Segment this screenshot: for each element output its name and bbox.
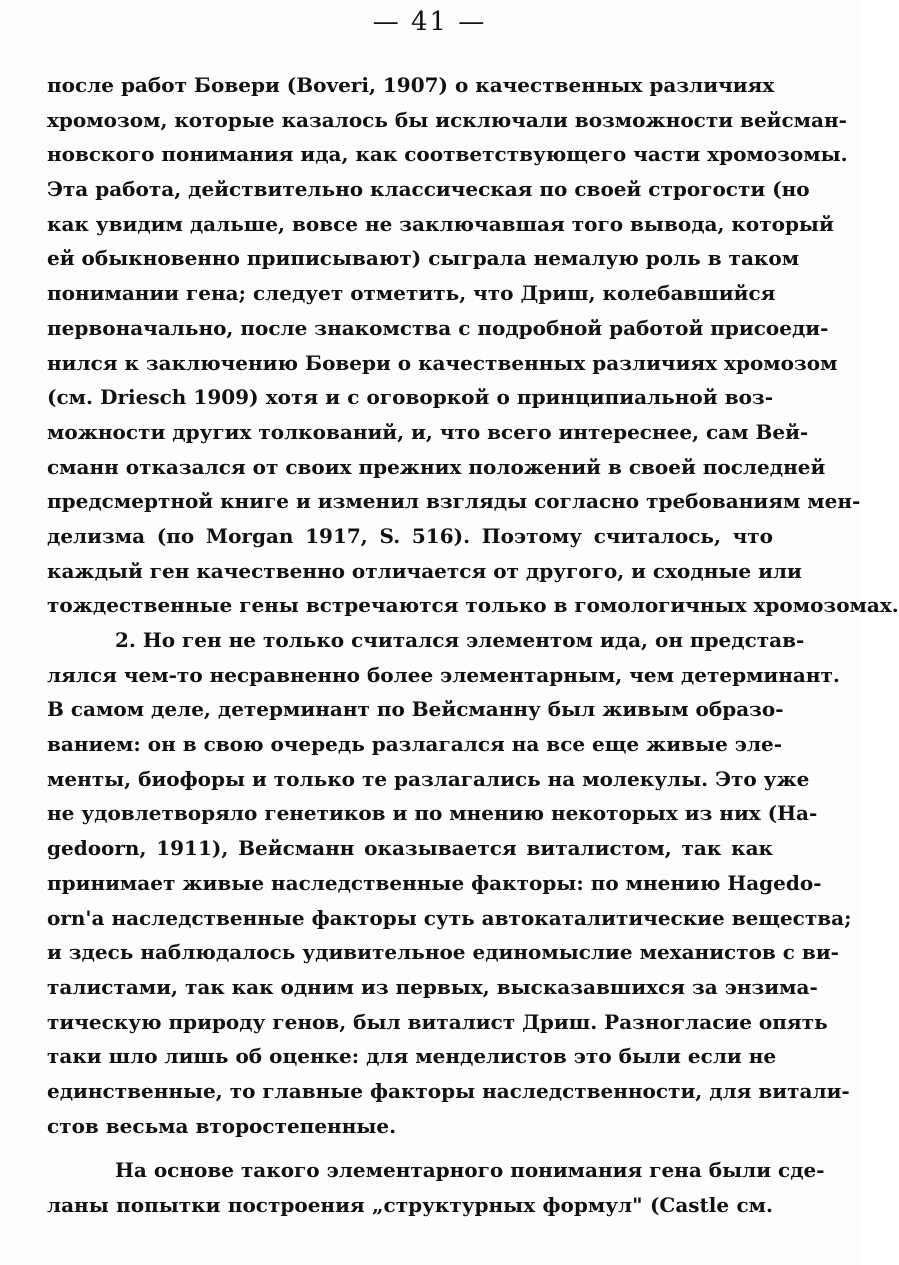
text-line: ей обыкновенно приписывают) сыграла немалую роль в таком bbox=[47, 246, 800, 271]
text-line: тическую природу генов, был виталист Дриш. Разногласие опять bbox=[47, 1009, 828, 1034]
text-line: сманн отказался от своих прежних положений в своей последней bbox=[47, 454, 826, 479]
text-line: (см. Driesch 1909) хотя и с оговоркой о принципиальной воз- bbox=[47, 385, 773, 410]
text-line: На основе такого элементарного понимания гена были сде- bbox=[115, 1158, 825, 1183]
paragraph-gap bbox=[47, 1143, 773, 1153]
text-line: ванием: он в свою очередь разлагался на все еще живые эле- bbox=[47, 732, 783, 757]
text-line: принимает живые наследственные факторы: по мнению Hagedo- bbox=[47, 870, 822, 895]
text-line: В самом деле, детерминант по Вейсманну был живым образо- bbox=[47, 697, 784, 722]
text-line: и здесь наблюдалось удивительное единомыслие механистов с ви- bbox=[47, 940, 839, 965]
text-line: таки шло лишь об оценке: для менделистов это были если не bbox=[47, 1044, 777, 1069]
text-line: стов весьма второстепенные. bbox=[47, 1113, 397, 1138]
text-line: 2. Но ген не только считался элементом ида, он представ- bbox=[115, 628, 805, 652]
text-line: лялся чем-то несравненно более элементарным, чем детерминант. bbox=[47, 662, 840, 687]
text-line: первоначально, после знакомства с подробной работой присоеди- bbox=[47, 315, 829, 340]
body-text bbox=[47, 68, 899, 1223]
text-line: хромозом, которые казалось бы исключали возможности вейсман- bbox=[47, 107, 847, 132]
text-line: не удовлетворяло генетиков и по мнению некоторых из них (Ha- bbox=[47, 801, 818, 826]
text-line: после работ Бовери (Boveri, 1907) о качественных различиях bbox=[47, 73, 775, 97]
text-line: Эта работа, действительно классическая по своей строгости (но bbox=[47, 177, 810, 202]
text-line: нился к заключению Бовери о качественных различиях хромозом bbox=[47, 350, 838, 375]
text-line: gedoorn, 1911), Вейсманн оказывается виталистом, так как bbox=[47, 836, 773, 861]
text-line: можности других толкований, и, что всего интереснее, сам Вей- bbox=[47, 419, 809, 444]
text-line: каждый ген качественно отличается от другого, и сходные или bbox=[47, 558, 802, 583]
text-line: понимании гена; следует отметить, что Дриш, колебавшийся bbox=[47, 281, 776, 306]
text-line: менты, биофоры и только те разлагались на молекулы. Это уже bbox=[47, 766, 810, 791]
text-line: предсмертной книге и изменил взгляды согласно требованиям мен- bbox=[47, 489, 861, 514]
text-line: как увидим дальше, вовсе не заключавшая того вывода, который bbox=[47, 211, 834, 236]
text-line: ланы попытки построения „структурных формул" (Castle см. bbox=[47, 1193, 773, 1217]
page-number: — 41 — bbox=[372, 7, 487, 37]
text-line: новского понимания ида, как соответствующего части хромозомы. bbox=[47, 142, 848, 167]
text-line: orn'a наследственные факторы суть автокаталитические вещества; bbox=[47, 905, 852, 930]
text-line: тождественные гены встречаются только в гомологичных хромозомах. bbox=[47, 593, 899, 618]
text-line: единственные, то главные факторы наследственности, для витали- bbox=[47, 1078, 850, 1103]
text-line: делизма (по Morgan 1917, S. 516). Поэтому считалось, что bbox=[47, 523, 773, 548]
text-line: талистами, так как одним из первых, высказавшихся за энзима- bbox=[47, 974, 818, 999]
